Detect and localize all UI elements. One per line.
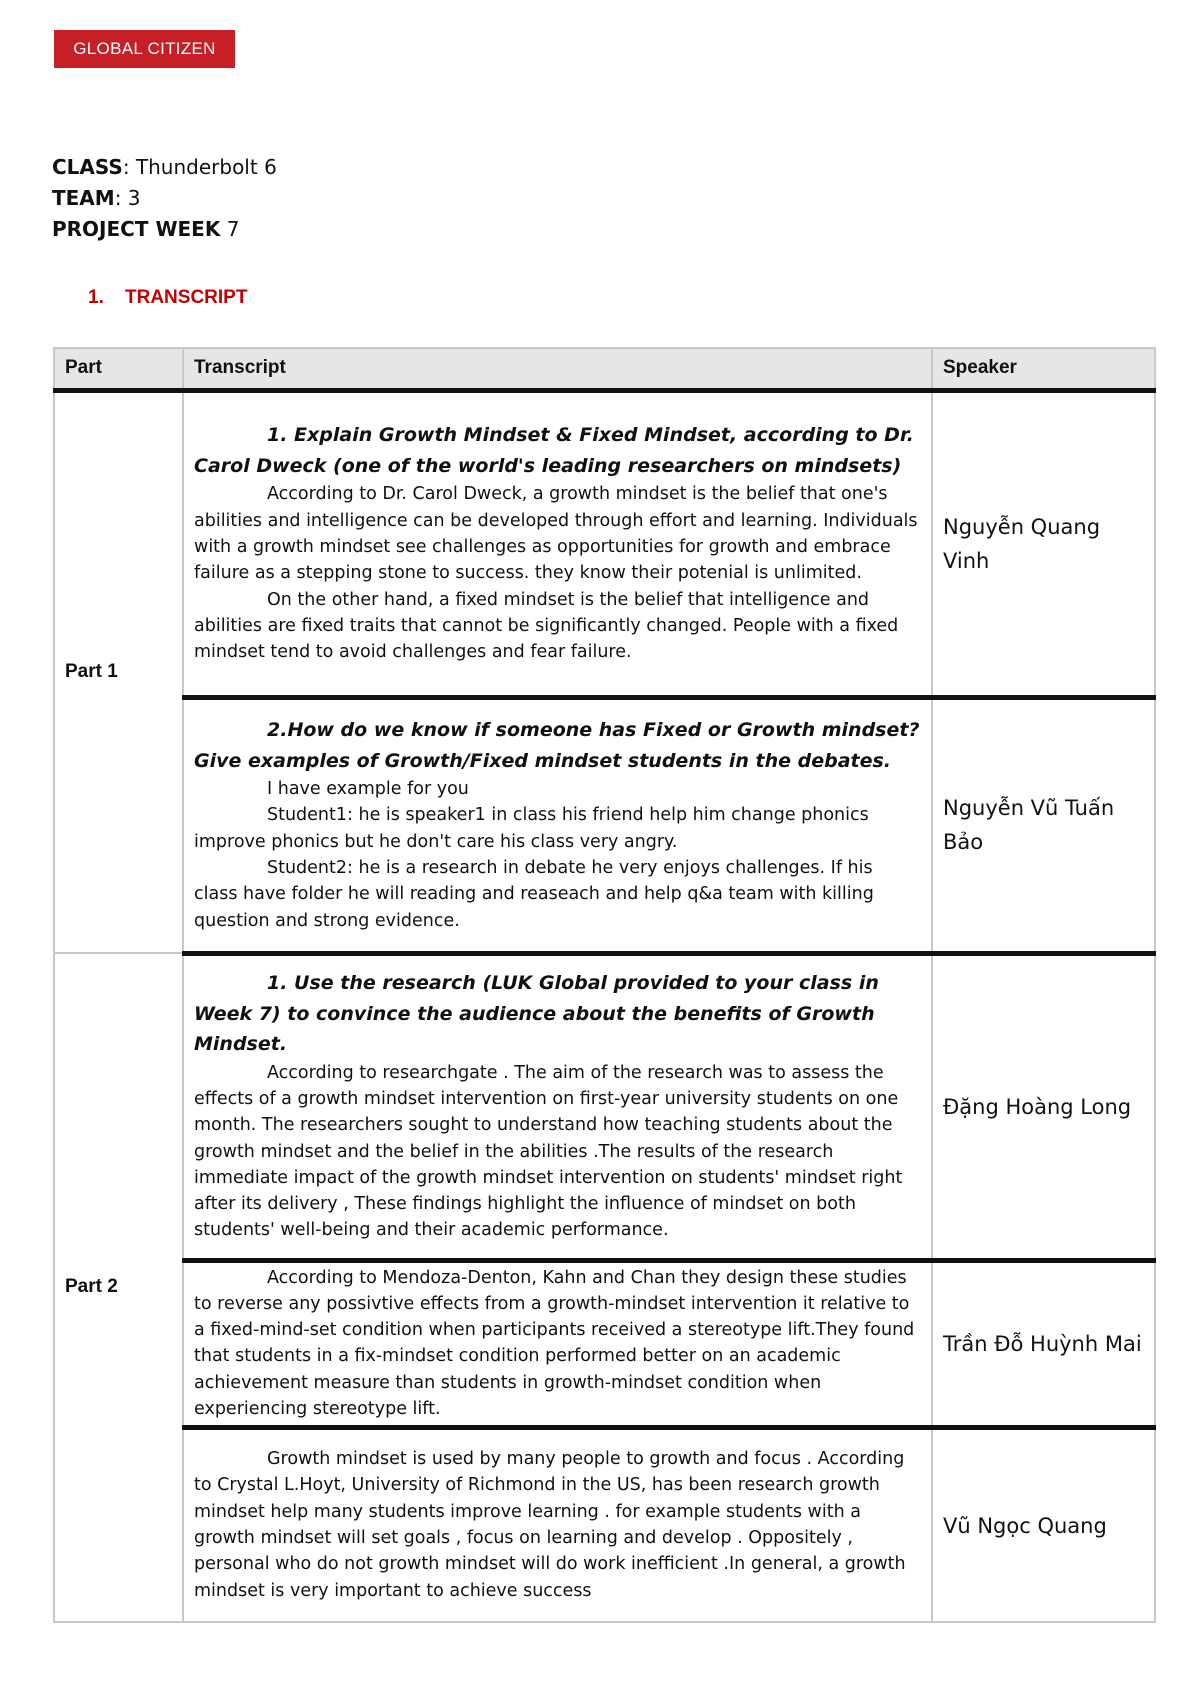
speaker-cell: Đặng Hoàng Long bbox=[932, 953, 1155, 1260]
part-1-cell: Part 1 bbox=[54, 390, 183, 953]
project-value: 7 bbox=[220, 217, 240, 241]
class-label: CLASS bbox=[52, 155, 123, 179]
answer-paragraph: According to Dr. Carol Dweck, a growth mindset is the belief that one's abilities and intelligence can be developed through effort and learning. Individuals with a growth mindset see challenges as opportunities for growth and embrace failure as a stepping stone to success. they know their potenial is unlimited. bbox=[194, 484, 918, 584]
answer-paragraph: According to Mendoza-Denton, Kahn and Chan they design these studies to reverse any possivtive effects from a growth-mindset intervention it relative to a fixed-mind-set condition when participants received a stereotype lift.They found that students in a fix-mindset condition performed better on an academic achievement measure than students in growth-mindset condition when experiencing stereotype lift. bbox=[194, 1267, 915, 1419]
question-text: 2.How do we know if someone has Fixed or Growth mindset? Give examples of Growth/Fixed mindset students in the debates. bbox=[194, 719, 920, 772]
answer-paragraph: On the other hand, a fixed mindset is the belief that intelligence and abilities are fixed traits that cannot be significantly changed. People with a fixed mindset tend to avoid challenges and fear failure. bbox=[194, 589, 899, 663]
document-header bbox=[52, 152, 277, 245]
transcript-cell bbox=[183, 697, 932, 953]
part-2-cell: Part 2 bbox=[54, 953, 183, 1622]
project-line bbox=[52, 214, 277, 245]
transcript-table bbox=[53, 347, 1156, 1623]
answer-paragraph: Growth mindset is used by many people to growth and focus . According to Crystal L.Hoyt, University of Richmond in the US, has been research growth mindset help many students improve learning . for example students with a growth mindset will set goals , focus on learning and develop . Oppositely , personal who do not growth mindset will do work inefficient .In general, a growth mindset is very important to achieve success bbox=[194, 1449, 906, 1601]
answer-paragraph: Student1: he is speaker1 in class his friend help him change phonics improve phonics but he don't care his class very angry. bbox=[194, 805, 869, 852]
question-text: 1. Explain Growth Mindset & Fixed Mindset, according to Dr. Carol Dweck (one of the world's leading researchers on mindsets) bbox=[194, 424, 914, 477]
table-row bbox=[54, 390, 1155, 697]
class-line bbox=[52, 152, 277, 183]
transcript-cell bbox=[183, 1260, 932, 1428]
table-row bbox=[54, 1428, 1155, 1622]
table-row bbox=[54, 697, 1155, 953]
team-value: : 3 bbox=[114, 186, 141, 210]
team-line bbox=[52, 183, 277, 214]
speaker-cell: Nguyễn Quang Vinh bbox=[932, 390, 1155, 697]
speaker-cell: Trần Đỗ Huỳnh Mai bbox=[932, 1260, 1155, 1428]
speaker-cell: Nguyễn Vũ Tuấn Bảo bbox=[932, 697, 1155, 953]
answer-paragraph: According to researchgate . The aim of the research was to assess the effects of a growth mindset intervention on first-year university students on one month. The researchers sought to understand how teaching students about the growth mindset and the belief in the abilities .The results of the research immediate impact of the growth mindset intervention on students' mindset right after its delivery , These findings highlight the influence of mindset on both students' well-being and their academic performance. bbox=[194, 1062, 903, 1241]
header-transcript: Transcript bbox=[183, 348, 932, 390]
header-speaker: Speaker bbox=[932, 348, 1155, 390]
section-heading bbox=[88, 287, 247, 309]
team-label: TEAM bbox=[52, 186, 115, 210]
project-label: PROJECT WEEK bbox=[52, 217, 221, 241]
class-value: : Thunderbolt 6 bbox=[122, 155, 277, 179]
table-row bbox=[54, 1260, 1155, 1428]
answer-paragraph: Student2: he is a research in debate he very enjoys challenges. If his class have folder he will reading and reaseach and help q&a team with killing question and strong evidence. bbox=[194, 858, 874, 931]
table-header-row bbox=[54, 348, 1155, 390]
section-number: 1. bbox=[88, 287, 104, 308]
logo-text: GLOBAL CITIZEN bbox=[73, 39, 216, 58]
transcript-cell bbox=[183, 390, 932, 697]
header-part: Part bbox=[54, 348, 183, 390]
answer-paragraph: I have example for you bbox=[267, 779, 469, 800]
global-citizen-logo bbox=[54, 30, 235, 68]
question-text: 1. Use the research (LUK Global provided to your class in Week 7) to convince the audience about the benefits of Growth Mindset. bbox=[194, 972, 879, 1056]
section-title: TRANSCRIPT bbox=[125, 287, 248, 308]
speaker-cell: Vũ Ngọc Quang bbox=[932, 1428, 1155, 1622]
transcript-cell bbox=[183, 1428, 932, 1622]
transcript-cell bbox=[183, 953, 932, 1260]
table-row bbox=[54, 953, 1155, 1260]
